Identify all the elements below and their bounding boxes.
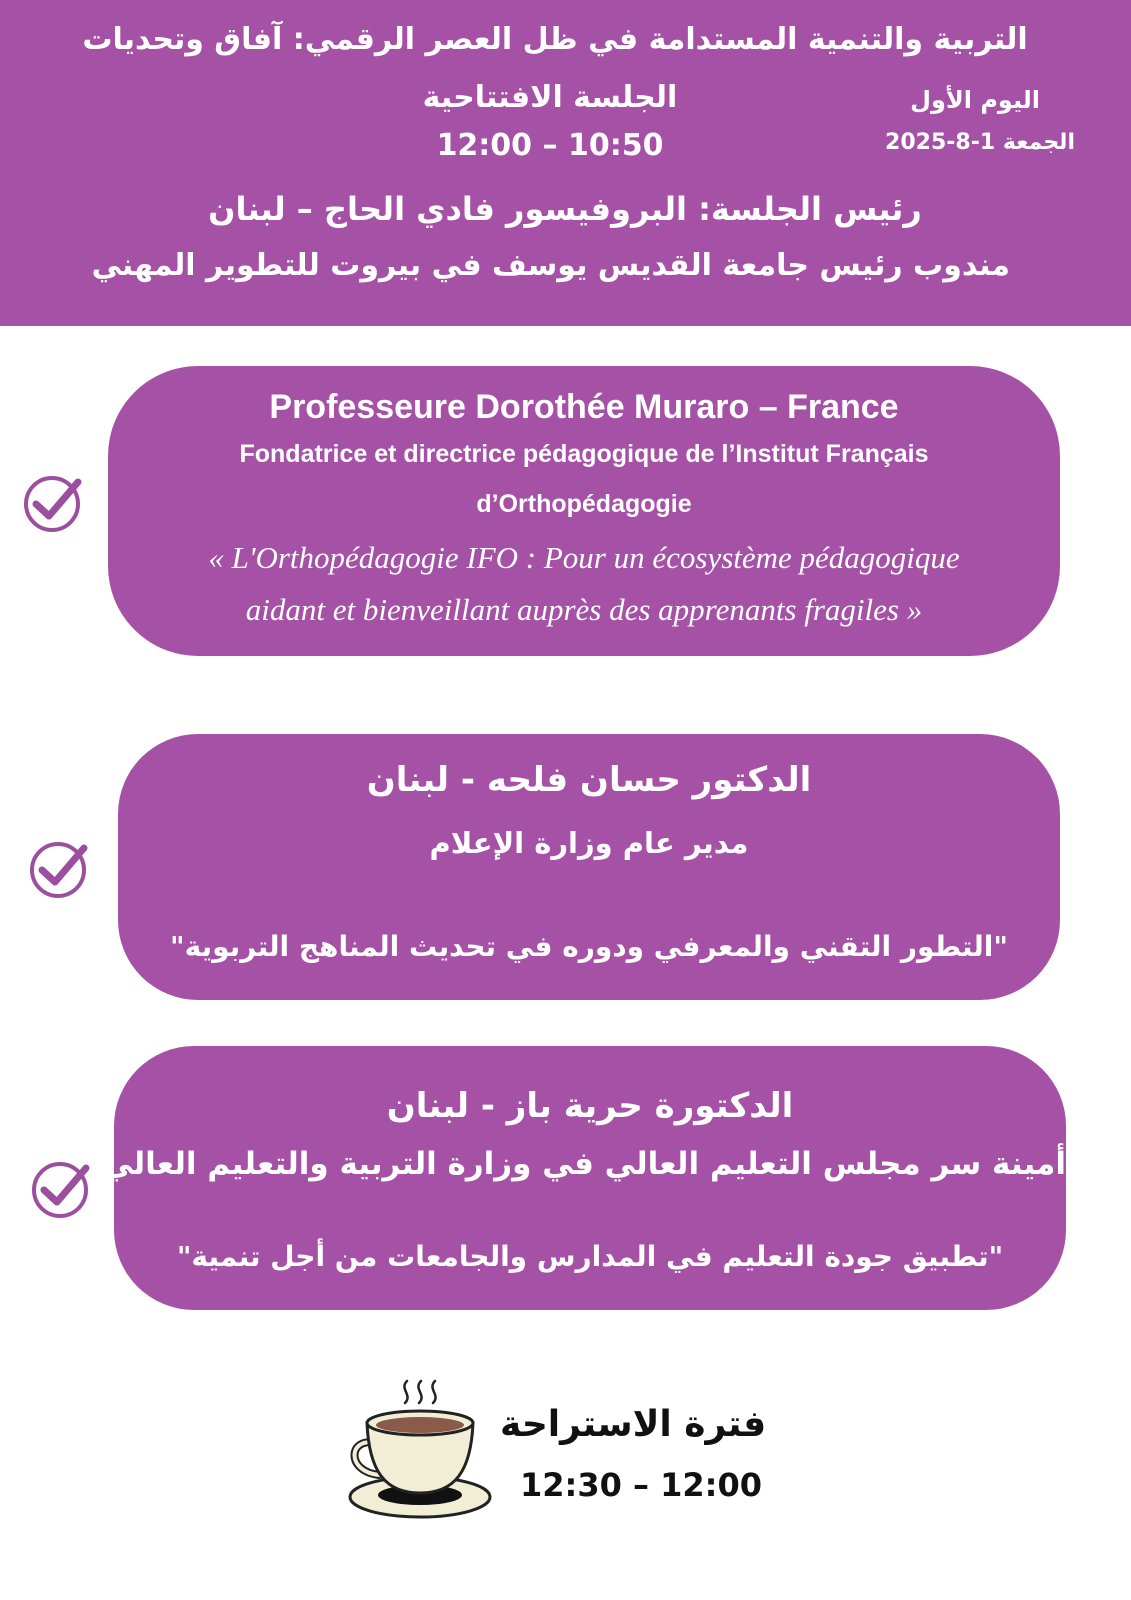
coffee-cup-icon bbox=[345, 1375, 495, 1525]
break-time: 12:30 – 12:00 bbox=[520, 1466, 762, 1504]
date-label: الجمعة 1-8-2025 bbox=[885, 130, 1075, 155]
session-chair: رئيس الجلسة: البروفيسور فادي الحاج – لبنان bbox=[208, 190, 922, 228]
check-circle-icon bbox=[22, 470, 86, 534]
speaker-role: مدير عام وزارة الإعلام bbox=[429, 826, 749, 860]
speaker-role: Fondatrice et directrice pédagogique de l’Institut Français bbox=[239, 440, 929, 468]
speaker-card-2 bbox=[118, 734, 1060, 1000]
speaker-name: الدكتور حسان فلحه - لبنان bbox=[366, 760, 812, 800]
speaker-name: الدكتورة حرية باز - لبنان bbox=[386, 1086, 794, 1126]
talk-title-continued: aidant et bienveillant auprès des apprenants fragiles » bbox=[245, 592, 923, 627]
chair-role: مندوب رئيس جامعة القديس يوسف في بيروت للتطوير المهني bbox=[91, 248, 1010, 283]
speaker-name: Professeure Dorothée Muraro – France bbox=[269, 388, 899, 426]
speaker-role: أمينة سر مجلس التعليم العالي في وزارة التربية والتعليم العالي bbox=[102, 1146, 1066, 1182]
header-banner bbox=[0, 0, 1131, 326]
talk-title: "التطور التقني والمعرفي ودوره في تحديث المناهج التربوية" bbox=[170, 930, 1008, 963]
day-label: اليوم الأول bbox=[910, 86, 1040, 114]
talk-title: « L'Orthopédagogie IFO : Pour un écosystème pédagogique bbox=[208, 540, 960, 575]
session-time: 12:00 – 10:50 bbox=[436, 128, 664, 163]
talk-title: "تطبيق جودة التعليم في المدارس والجامعات من أجل تنمية" bbox=[176, 1240, 1004, 1273]
speaker-card-1 bbox=[108, 366, 1060, 656]
speaker-card-3 bbox=[102, 1046, 1066, 1310]
check-circle-icon bbox=[28, 836, 92, 900]
break-title: فترة الاستراحة bbox=[500, 1404, 767, 1445]
session-title: الجلسة الافتتاحية bbox=[422, 80, 678, 115]
conference-title: التربية والتنمية المستدامة في ظل العصر الرقمي: آفاق وتحديات bbox=[82, 22, 1028, 57]
speaker-role-continued: d’Orthopédagogie bbox=[476, 490, 692, 518]
check-circle-icon bbox=[30, 1156, 94, 1220]
